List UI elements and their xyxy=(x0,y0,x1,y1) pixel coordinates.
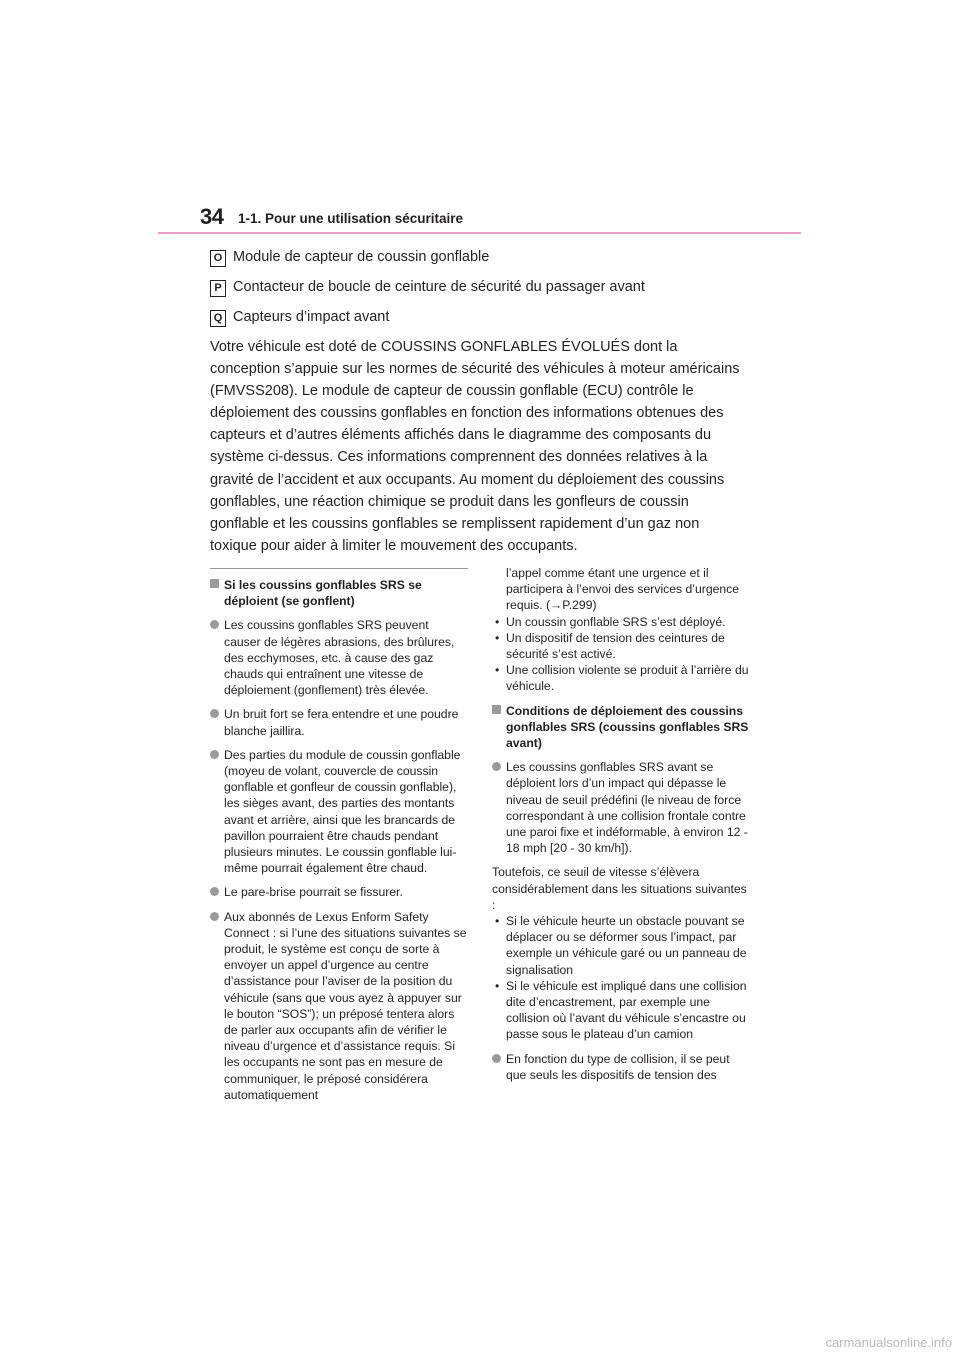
bullet-item: Les coussins gonflables SRS avant se déploient lors d’un impact qui dépasse le niveau de seuil prédéfini (le niveau de force correspondant à une collision frontale contre une paroi fixe et indéformable, à environ 12 - 18 mph [20 - 30 km/h]). xyxy=(492,759,750,856)
bullet-item: Un bruit fort se fera entendre et une poudre blanche jaillira. xyxy=(210,706,468,738)
bullet-item: Le pare-brise pourrait se fissurer. xyxy=(210,884,468,900)
sub-bullet: • Si le véhicule est impliqué dans une collision dite d’encastrement, par exemple une collision où l’avant du véhicule s’encastre ou passe sous le plateau d’un camion xyxy=(492,978,750,1043)
square-bullet-icon xyxy=(210,579,219,588)
sub-bullet: • Une collision violente se produit à l’arrière du véhicule. xyxy=(492,662,750,694)
page-number: 34 xyxy=(200,204,224,229)
label-q-badge: Q xyxy=(210,310,226,327)
header-divider xyxy=(158,232,801,234)
sub-bullet: • Si le véhicule heurte un obstacle pouvant se déplacer ou se déformer sous l’impact, par exemple un véhicule garé ou un panneau de signalisation xyxy=(492,913,750,978)
bullet-item: En fonction du type de collision, il se peut que seuls les dispositifs de tension des xyxy=(492,1051,750,1083)
section-title: 1-1. Pour une utilisation sécuritaire xyxy=(238,211,464,226)
circle-bullet-icon xyxy=(210,709,219,718)
right-column xyxy=(492,565,750,1091)
bullet-item: Des parties du module de coussin gonflable (moyeu de volant, couvercle de coussin gonflable et gonfleur de coussin gonflable), les sièges avant, des parties des montants avant et arrière, ainsi que les brancards de pavillon pourraient être chauds pendant plusieurs minutes. Le coussin gonflable lui-même pourrait également être chaud. xyxy=(210,747,468,877)
label-q-text: Capteurs d’impact avant xyxy=(233,309,390,325)
deployment-heading: Si les coussins gonflables SRS se déploient (se gonflent) xyxy=(210,577,468,609)
column-divider xyxy=(210,568,468,569)
bullet-item: Les coussins gonflables SRS peuvent causer de légères abrasions, des brûlures, des ecchymoses, etc. à cause des gaz chauds qui entraînent une vitesse de déploiement (gonflement) très élevée. xyxy=(210,617,468,698)
label-o-badge: O xyxy=(210,250,226,267)
watermark: carmanualsonline.info xyxy=(825,1335,952,1350)
bullet-item: Aux abonnés de Lexus Enform Safety Connect : si l’une des situations suivantes se produit, le système est conçu de sorte à envoyer un appel d’urgence au centre d’assistance pour l’aviser de la position du véhicule (sans que vous ayez à appuyer sur le bouton “SOS”); un préposé tentera alors de parler aux occupants afin de vérifier le niveau d’urgence et d’assistance requis. Si les occupants ne sont pas en mesure de communiquer, le préposé considérera automatiquement xyxy=(210,909,468,1103)
label-p-text: Contacteur de boucle de ceinture de sécurité du passager avant xyxy=(233,279,645,295)
circle-bullet-icon xyxy=(210,620,219,629)
threshold-paragraph: Toutefois, ce seuil de vitesse s’élèvera considérablement dans les situations suivantes : xyxy=(492,865,747,912)
circle-bullet-icon xyxy=(210,912,219,921)
circle-bullet-icon xyxy=(210,887,219,896)
sub-bullet: • Un coussin gonflable SRS s’est déployé. xyxy=(492,614,750,630)
sub-bullet: • Un dispositif de tension des ceintures de sécurité s’est activé. xyxy=(492,630,750,662)
continued-text: l’appel comme étant une urgence et il participera à l’envoi des services d’urgence requis. (→P.299) xyxy=(506,566,740,613)
left-column xyxy=(210,568,468,1111)
circle-bullet-icon xyxy=(492,762,501,771)
conditions-heading: Conditions de déploiement des coussins gonflables SRS (coussins gonflables SRS avant) xyxy=(492,703,750,752)
circle-bullet-icon xyxy=(492,1054,501,1063)
intro-paragraph: Votre véhicule est doté de COUSSINS GONFLABLES ÉVOLUÉS dont la conception s’appuie sur les normes de sécurité des véhicules à moteur américains (FMVSS208). Le module de capteur de coussin gonflable (ECU) contrôle le déploiement des coussins gonflables en fonction des informations obtenues des capteurs et d’autres éléments affichés dans le diagramme des composants du système ci-dessus. Ces informations comprennent des données relatives à la gravité de l’accident et aux occupants. Au moment du déploiement des coussins gonflables, une réaction chimique se produit dans les gonfleurs de coussin gonflable et les coussins gonflables se remplissent rapidement d’un gaz non toxique pour aider à limiter le mouvement des occupants. xyxy=(210,339,740,554)
label-o-text: Module de capteur de coussin gonflable xyxy=(233,249,490,265)
square-bullet-icon xyxy=(492,705,501,714)
label-p-badge: P xyxy=(210,280,226,297)
circle-bullet-icon xyxy=(210,750,219,759)
